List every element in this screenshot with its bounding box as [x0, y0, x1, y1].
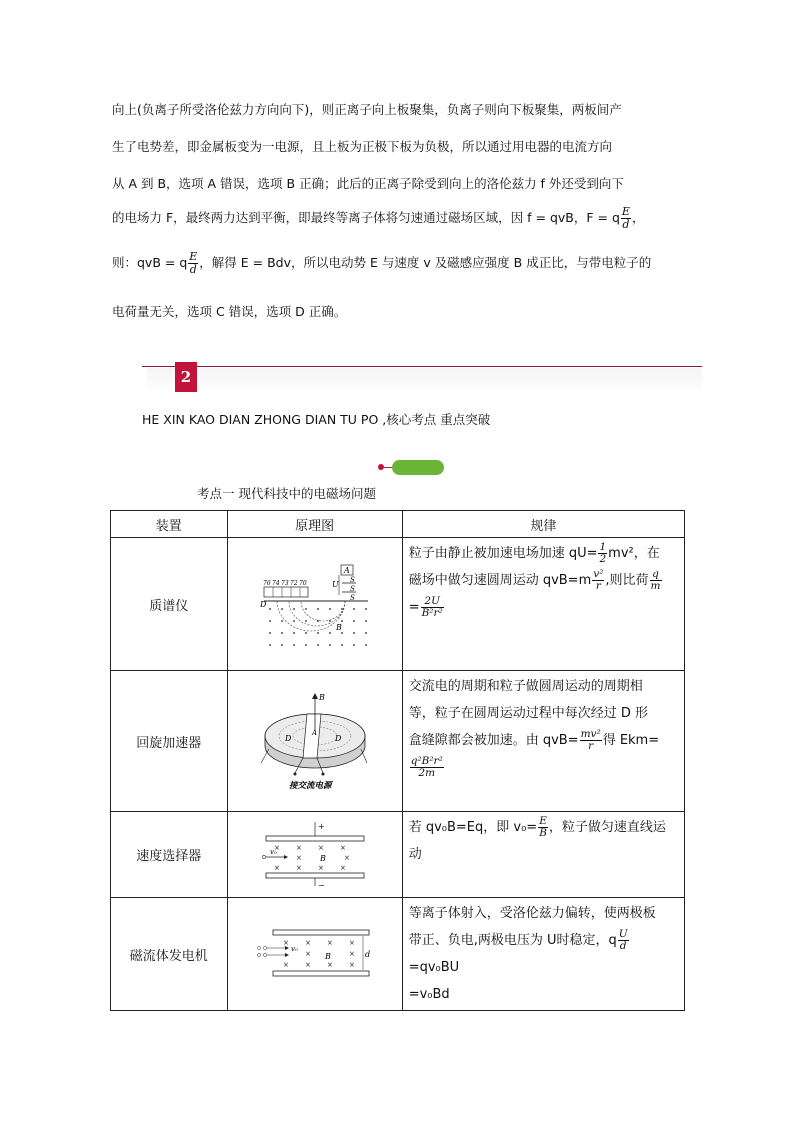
svg-text:×: ×: [273, 843, 280, 852]
diagram-cell: [227, 898, 402, 1011]
denominator: d: [619, 940, 627, 952]
para-text: ，: [631, 210, 645, 225]
device-table: [110, 510, 685, 1011]
fraction: [592, 569, 604, 592]
svg-text:×: ×: [317, 863, 324, 872]
mhd-generator-diagram: [255, 924, 375, 984]
svg-text:×: ×: [273, 863, 280, 872]
rule-line: 等，粒子在圆周运动过程中每次经过 D 形: [408, 706, 648, 721]
rule-text: 粒子由静止被加速电场加速 qU=: [408, 546, 598, 561]
numerator: q: [650, 569, 662, 581]
para-text: 的电场力 F，最终两力达到平衡，即最终等离子体将匀速通过磁场区域，因 f = qvB，F = q: [112, 210, 620, 225]
fraction: [598, 542, 607, 565]
rule-text: ，粒子做匀速直线运: [548, 820, 666, 835]
rule-line: 等离子体射入，受洛伦兹力偏转，使两极板: [408, 906, 656, 921]
denominator: d: [622, 218, 630, 231]
diagram-label: v₀: [269, 847, 277, 856]
denominator: d: [189, 263, 197, 276]
rule-text: 盒缝隙都会被加速。由 qvB=: [408, 733, 579, 748]
fraction: [621, 206, 631, 231]
para-line: 电荷量无关，选项 C 错误，选项 D 正确。: [112, 304, 347, 319]
numerator: q²B²r²: [410, 755, 443, 767]
diagram-caption: 接交流电源: [288, 781, 332, 791]
svg-text:×: ×: [282, 939, 289, 947]
diagram-label: S: [349, 594, 355, 602]
numerator: E: [539, 815, 547, 827]
svg-text:×: ×: [295, 863, 302, 872]
diagram-label: U: [331, 580, 339, 589]
rule-line: 动: [408, 847, 422, 862]
svg-text:×: ×: [295, 853, 302, 862]
para-line: [112, 206, 644, 231]
svg-text:×: ×: [326, 961, 333, 969]
denominator: m: [650, 580, 661, 592]
rule-cell: [402, 538, 684, 671]
section-shadow: [147, 368, 702, 394]
numerator: 1: [599, 541, 607, 553]
numerator: U: [618, 928, 628, 940]
rule-text: 得 Ekm=: [602, 733, 660, 748]
diagram-label: S: [349, 585, 355, 593]
rule-line: [409, 754, 678, 781]
svg-text:×: ×: [304, 950, 311, 958]
mass-spectrometer-diagram: [260, 559, 370, 649]
rule-text: 若 qv₀B=Eq，即 v₀=: [408, 820, 538, 835]
rule-line: [409, 727, 678, 754]
header-diagram: 原理图: [227, 511, 402, 538]
rule-line: 交流电的周期和粒子做圆周运动的周期相: [408, 679, 643, 694]
fraction: [410, 756, 444, 779]
diagram-label: 73: [280, 580, 289, 587]
section-divider: [142, 366, 702, 367]
header-rule: 规律: [402, 511, 684, 538]
rule-line: [409, 927, 678, 981]
numerator: E: [621, 205, 630, 218]
svg-text:×: ×: [348, 950, 355, 958]
section-number-badge: 2: [175, 362, 197, 392]
rule-cell: [402, 812, 684, 898]
diagram-label: D: [259, 600, 267, 609]
denominator: r: [588, 740, 594, 752]
rule-cell: [402, 671, 684, 812]
diagram-cell: [227, 812, 402, 898]
diagram-label: 76: [262, 580, 271, 587]
rule-text: 带正、负电,两极电压为 U时稳定，q: [408, 933, 617, 948]
numerator: mv²: [580, 728, 601, 740]
table-row: [111, 538, 685, 671]
svg-text:×: ×: [348, 939, 355, 947]
para-line: 从 A 到 B，选项 A 错误，选项 B 正确；此后的正离子除受到向上的洛伦兹力 f 外还受到向下: [112, 176, 624, 191]
diagram-cell: [227, 671, 402, 812]
fraction: [421, 596, 444, 619]
table-row: [111, 898, 685, 1011]
diagram-label: −: [317, 880, 325, 890]
header-device: 装置: [111, 511, 228, 538]
fraction: [188, 251, 198, 276]
rule-line: [409, 594, 678, 621]
para-line: [112, 251, 651, 276]
denominator: B: [539, 827, 547, 839]
rule-line: [409, 567, 678, 594]
denominator: B²r²: [421, 607, 443, 619]
rule-text: ,则比荷: [605, 573, 649, 588]
diagram-label: 72: [289, 580, 298, 587]
numerator: 2U: [421, 596, 444, 608]
para-text: 则：qvB = q: [112, 255, 188, 270]
svg-text:×: ×: [343, 853, 350, 862]
diagram-cell: [227, 538, 402, 671]
para-line: 生了电势差，即金属板变为一电源，且上板为正极下板为负极，所以通过用电器的电流方向: [112, 139, 613, 154]
fraction: [618, 929, 629, 952]
rule-text: 磁场中做匀速圆周运动 qvB=m: [408, 573, 592, 588]
diagram-label: A: [311, 729, 317, 737]
svg-text:×: ×: [304, 961, 311, 969]
device-name: 回旋加速器: [111, 671, 228, 812]
diagram-label: +: [317, 821, 325, 831]
numerator: v²: [593, 568, 604, 580]
diagram-label: 74: [271, 580, 280, 587]
denominator: r: [595, 580, 601, 592]
diagram-label: B: [318, 693, 325, 702]
rule-text: mv²，在: [608, 546, 660, 561]
diagram-label: B: [335, 623, 342, 632]
rule-cell: [402, 898, 684, 1011]
rule-line: [409, 540, 678, 567]
diagram-label: A: [343, 566, 350, 575]
numerator: E: [189, 250, 198, 263]
denominator: 2m: [418, 767, 436, 779]
rule-line: =v₀Bd: [408, 987, 450, 1002]
diagram-label: 70: [298, 580, 307, 587]
svg-text:×: ×: [282, 961, 289, 969]
diagram-label: S: [349, 576, 355, 584]
diagram-label: D: [334, 734, 342, 743]
cyclotron-diagram: [255, 691, 375, 791]
table-row: [111, 812, 685, 898]
fraction: [538, 816, 548, 839]
kaodian-title: 考点一 现代科技中的电磁场问题: [197, 486, 376, 501]
diagram-label: B: [319, 853, 326, 863]
section-subtitle: HE XIN KAO DIAN ZHONG DIAN TU PO ,核心考点 重点突破: [142, 412, 491, 427]
kaodian-pill: [392, 460, 444, 475]
diagram-label: D: [284, 734, 292, 743]
denominator: 2: [599, 553, 607, 565]
rule-text: =: [408, 600, 420, 615]
rule-line: [409, 814, 678, 841]
diagram-label: v₀: [290, 945, 298, 953]
svg-text:×: ×: [326, 939, 333, 947]
svg-text:×: ×: [339, 843, 346, 852]
table-row: [111, 671, 685, 812]
table-header-row: [111, 511, 685, 538]
svg-text:×: ×: [295, 843, 302, 852]
fraction: [650, 569, 662, 592]
svg-text:×: ×: [339, 863, 346, 872]
para-text: ，解得 E = Bdv，所以电动势 E 与速度 v 及磁感应强度 B 成正比，与带电粒子的: [199, 255, 652, 270]
rule-text: =qv₀BU: [408, 960, 460, 975]
diagram-label: B: [324, 952, 331, 961]
device-name: 磁流体发电机: [111, 898, 228, 1011]
fraction: [580, 729, 602, 752]
svg-text:×: ×: [317, 843, 324, 852]
para-line: 向上(负离子所受洛伦兹力方向向下)，则正离子向上板聚集，负离子则向下板聚集，两板间产: [112, 102, 622, 117]
velocity-selector-diagram: [260, 820, 370, 890]
device-name: 速度选择器: [111, 812, 228, 898]
svg-text:×: ×: [348, 961, 355, 969]
device-name: 质谱仪: [111, 538, 228, 671]
svg-text:×: ×: [304, 939, 311, 947]
diagram-label: d: [364, 950, 370, 959]
